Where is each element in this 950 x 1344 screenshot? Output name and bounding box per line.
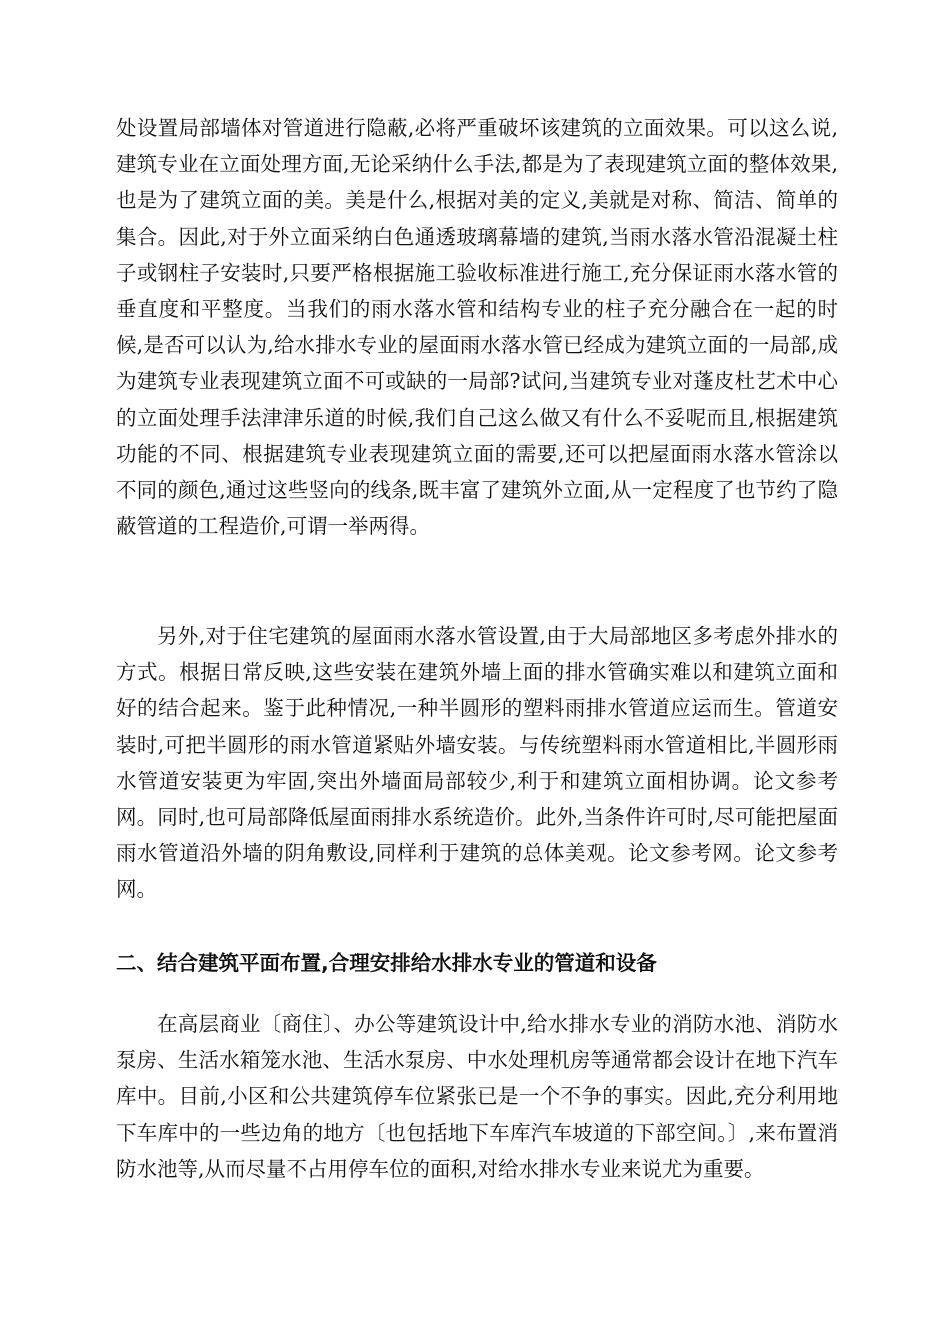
paragraph-basement-equipment: 在高层商业〔商住〕、办公等建筑设计中,给水排水专业的消防水池、消防水泵房、生活水箱笼水池、生活水泵房、中水处理机房等通常都会设计在地下汽车库中。目前,小区和公共建筑停车位紧张已是一个不争的事实。因此,充分利用地下车库中的一些边角的地方〔也包括地下车库汽车坡道的下部空间。〕,来布置消防水池等,从而尽量不占用停车位的面积,对给水排水专业来说尤为重要。 [116,1012,838,1181]
section-heading: 二、结合建筑平面布置,合理安排给水排水专业的管道和设备 [116,951,657,975]
paragraph-residential-rainwater-pipes: 另外,对于住宅建筑的屋面雨水落水管设置,由于大局部地区多考虑外排水的方式。根据日常反映,这些安装在建筑外墙上面的排水管确实难以和建筑立面和好的结合起来。鉴于此种情况,一种半圆形的塑料雨排水管道应运而生。管道安装时,可把半圆形的雨水管道紧贴外墙安装。与传统塑料雨水管道相比,半圆形雨水管道安装更为牢固,突出外墙面局部较少,利于和建筑立面相协调。论文参考网。同时,也可局部降低屋面雨排水系统造价。此外,当条件许可时,尽可能把屋面雨水管道沿外墙的阴角敷设,同样利于建筑的总体美观。论文参考网。论文参考网。 [116,624,838,902]
paragraph-facade-rainwater-pipes: 处设置局部墙体对管道进行隐蔽,必将严重破坏该建筑的立面效果。可以这么说,建筑专业在立面处理方面,无论采纳什么手法,都是为了表现建筑立面的整体效果,也是为了建筑立面的美。美是什么,根据对美的定义,美就是对称、简洁、简单的集合。因此,对于外立面采纳白色通透玻璃幕墙的建筑,当雨水落水管沿混凝土柱子或钢柱子安装时,只要严格根据施工验收标准进行施工,充分保证雨水落水管的垂直度和平整度。当我们的雨水落水管和结构专业的柱子充分融合在一起的时候,是否可以认为,给水排水专业的屋面雨水落水管已经成为建筑立面的一局部,成为建筑专业表现建筑立面不可或缺的一局部?试问,当建筑专业对蓬皮杜艺术中心的立面处理手法津津乐道的时候,我们自己这么做又有什么不妥呢而且,根据建筑功能的不同、根据建筑专业表现建筑立面的需要,还可以把屋面雨水落水管涂以不同的颜色,通过这些竖向的线条,既丰富了建筑外立面,从一定程度了也节约了隐蔽管道的工程造价,可谓一举两得。 [116,116,838,539]
